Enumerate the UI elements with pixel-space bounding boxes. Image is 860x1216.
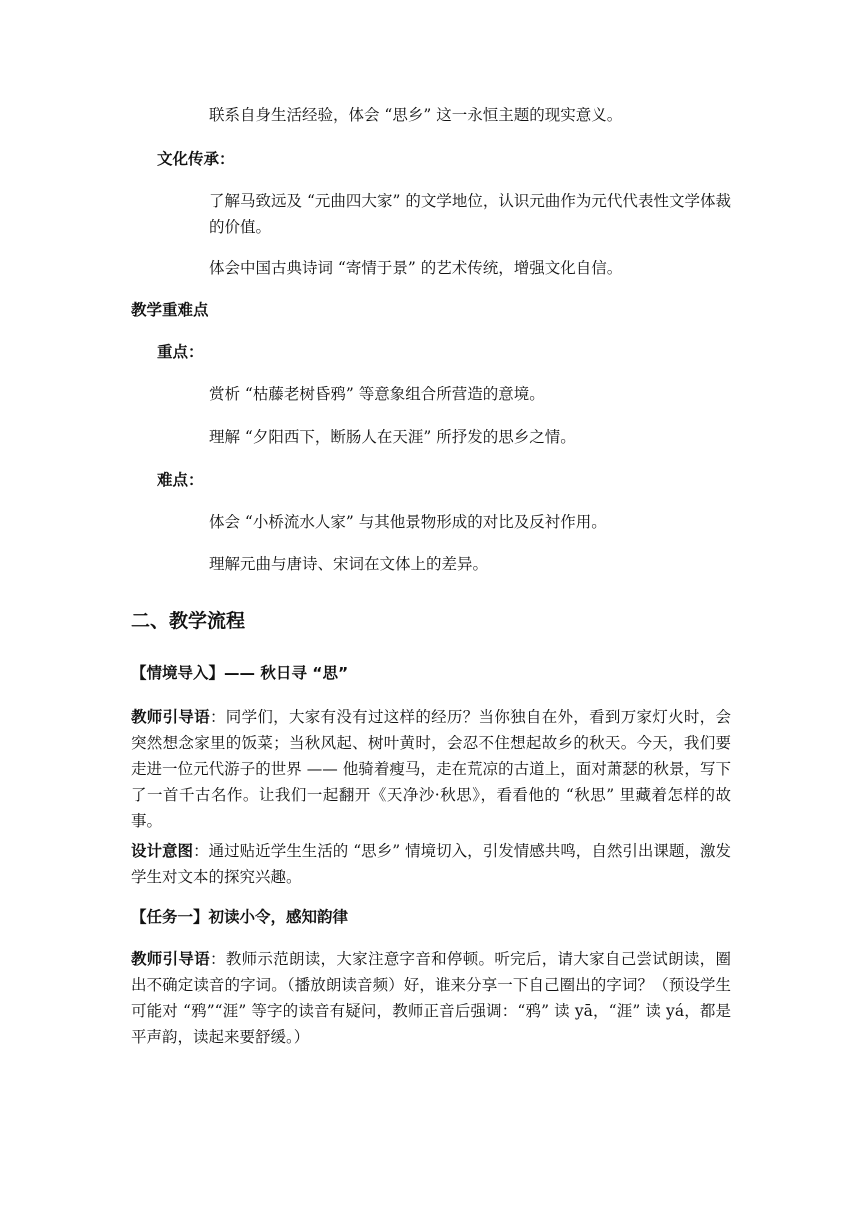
intro-design-paragraph — [131, 838, 731, 890]
intro-teacher-paragraph — [131, 704, 731, 834]
difficulty-heading: 难点： — [157, 471, 204, 489]
focus-heading: 重点： — [157, 343, 204, 361]
culture-heading: 文化传承： — [157, 150, 235, 168]
culture-item-1: 了解马致远及 “元曲四大家” 的文学地位，认识元曲作为元代代表性文学体裁的价值。 — [209, 192, 731, 236]
intro-teacher-text: ：同学们，大家有没有过这样的经历？当你独自在外，看到万家灯火时，会突然想念家里的饭菜；当秋风起、树叶黄时，会忍不住想起故乡的秋天。今天，我们要走进一位元代游子的世界 —— 他骑着瘦马，走在荒凉的古道上，面对萧瑟的秋景，写下了一首千古名作。让我们一起翻开《天净沙·秋思》，看看他的 “秋思” 里藏着怎样的故事。 — [131, 708, 731, 830]
difficulty-item-2: 理解元曲与唐诗、宋词在文体上的差异。 — [209, 555, 489, 573]
task1-teacher-text: ：教师示范朗读，大家注意字音和停顿。听完后，请大家自己尝试朗读，圈出不确定读音的字词。（播放朗读音频）好，谁来分享一下自己圈出的字词？（预设学生可能对 “鸦”“涯” 等字的读音有疑问，教师正音后强调：“鸦” 读 yā，“涯” 读 yá，都是平声韵，读起来要舒缓。） — [131, 950, 731, 1046]
culture-item-2: 体会中国古典诗词 “寄情于景” 的艺术传统，增强文化自信。 — [209, 259, 623, 277]
intro-design-text: ：通过贴近学生生活的 “思乡” 情境切入，引发情感共鸣，自然引出课题，激发学生对文本的探究兴趣。 — [131, 842, 731, 886]
difficulty-item-1: 体会 “小桥流水人家” 与其他景物形成的对比及反衬作用。 — [209, 513, 607, 531]
goal-reflect-line: 联系自身生活经验，体会 “思乡” 这一永恒主题的现实意义。 — [209, 106, 623, 124]
task1-teacher-paragraph — [131, 946, 731, 1050]
intro-design-label: 设计意图 — [131, 842, 194, 860]
task1-teacher-label: 教师引导语 — [131, 950, 210, 968]
intro-teacher-label: 教师引导语 — [131, 708, 210, 726]
key-points-heading: 教学重难点 — [131, 301, 209, 319]
task1-heading: 【任务一】初读小令，感知韵律 — [131, 908, 349, 926]
intro-heading: 【情境导入】—— 秋日寻 “思” — [131, 664, 349, 682]
focus-item-2: 理解 “夕阳西下，断肠人在天涯” 所抒发的思乡之情。 — [209, 428, 576, 446]
focus-item-1: 赏析 “枯藤老树昏鸦” 等意象组合所营造的意境。 — [209, 385, 545, 403]
section-title: 二、教学流程 — [131, 610, 246, 632]
